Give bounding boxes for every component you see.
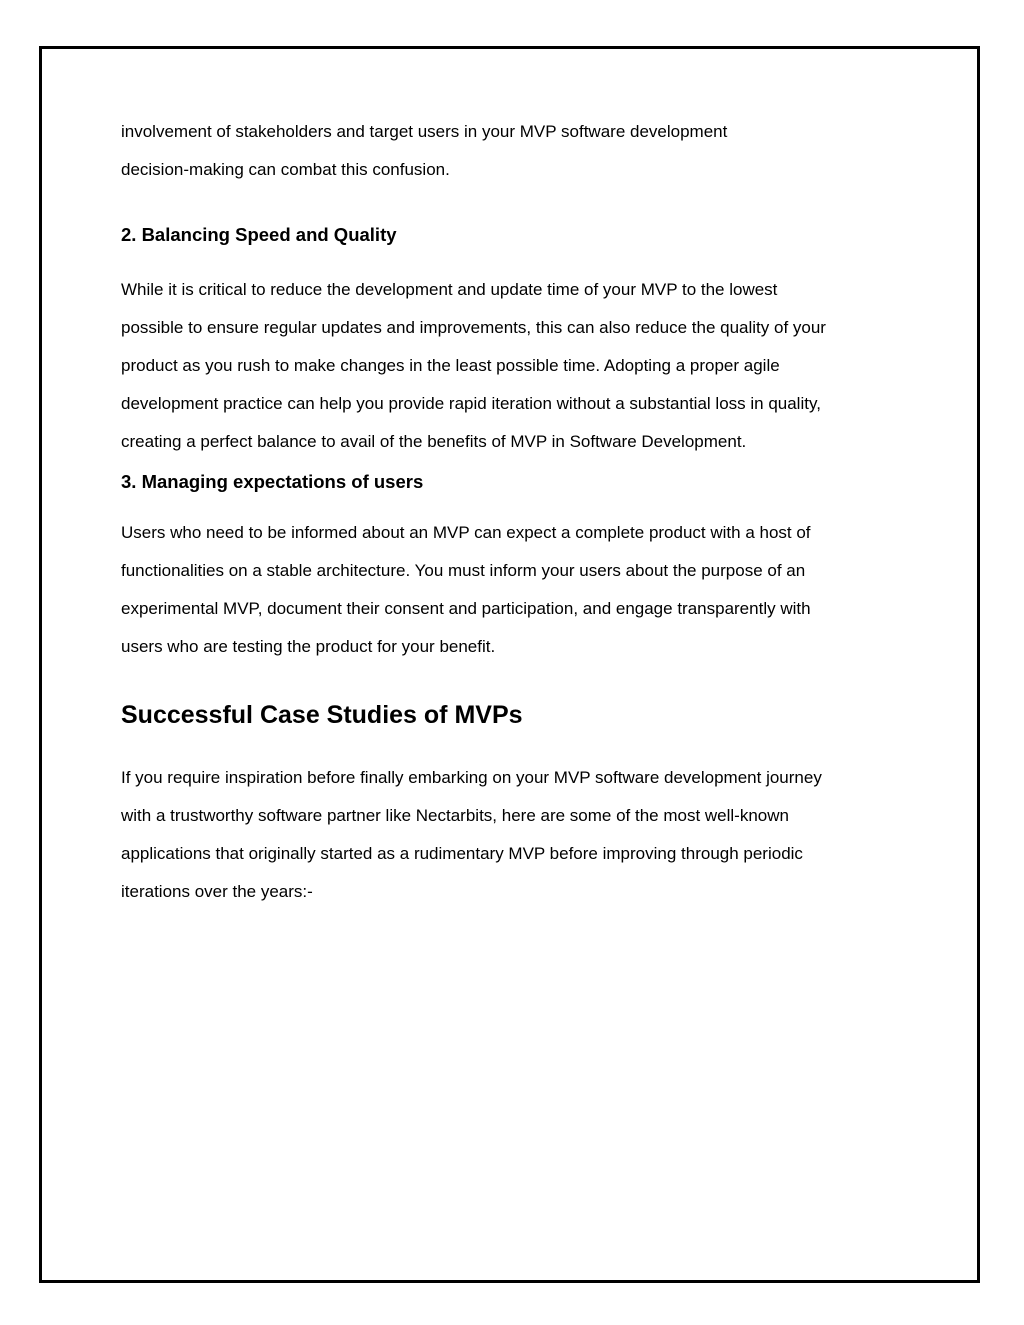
section-3-line-2: functionalities on a stable architecture. You must inform your users about the purpose of an bbox=[121, 561, 806, 580]
case-studies-line-3: applications that originally started as a rudimentary MVP before improving through periodic bbox=[121, 844, 803, 863]
intro-line-1: involvement of stakeholders and target users in your MVP software development bbox=[121, 122, 728, 141]
section-3-line-1: Users who need to be informed about an MVP can expect a complete product with a host of bbox=[121, 523, 811, 542]
case-studies-title: Successful Case Studies of MVPs bbox=[121, 701, 523, 729]
intro-line-2: decision-making can combat this confusion. bbox=[121, 160, 450, 179]
section-2-line-1: While it is critical to reduce the development and update time of your MVP to the lowest bbox=[121, 280, 778, 299]
section-2-heading: 2. Balancing Speed and Quality bbox=[121, 224, 397, 245]
section-2-line-3: product as you rush to make changes in the least possible time. Adopting a proper agile bbox=[121, 356, 780, 375]
section-2-line-4: development practice can help you provide rapid iteration without a substantial loss in quality, bbox=[121, 394, 821, 413]
section-3-line-4: users who are testing the product for your benefit. bbox=[121, 637, 496, 656]
section-3-heading: 3. Managing expectations of users bbox=[121, 471, 424, 492]
section-2-line-2: possible to ensure regular updates and improvements, this can also reduce the quality of your bbox=[121, 318, 826, 337]
case-studies-line-2: with a trustworthy software partner like Nectarbits, here are some of the most well-known bbox=[121, 806, 789, 825]
case-studies-line-4: iterations over the years:- bbox=[121, 882, 313, 901]
section-2-line-5: creating a perfect balance to avail of the benefits of MVP in Software Development. bbox=[121, 432, 747, 451]
section-3-line-3: experimental MVP, document their consent and participation, and engage transparently with bbox=[121, 599, 811, 618]
case-studies-line-1: If you require inspiration before finally embarking on your MVP software development journey bbox=[121, 768, 822, 787]
